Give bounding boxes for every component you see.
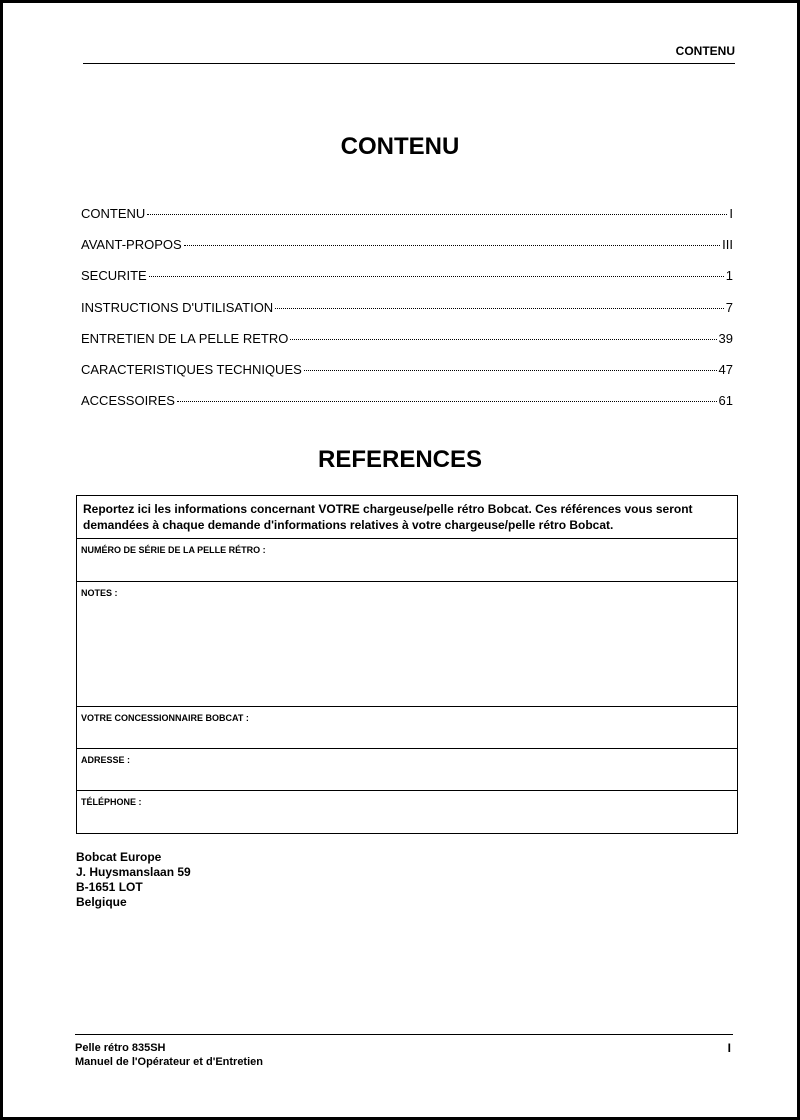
footer-line: Pelle rétro 835SH	[75, 1042, 166, 1054]
toc-dot-leader	[184, 245, 721, 246]
serial-number-label: NUMÉRO DE SÉRIE DE LA PELLE RÉTRO :	[81, 545, 266, 555]
footer-rule	[75, 1034, 733, 1035]
toc-dot-leader	[147, 214, 727, 215]
phone-field[interactable]	[77, 791, 737, 833]
toc-entry[interactable]	[81, 206, 733, 237]
serial-number-field[interactable]	[77, 539, 737, 582]
toc-dot-leader	[177, 401, 717, 402]
toc-entry-page: 61	[718, 393, 733, 409]
references-title: REFERENCES	[317, 446, 483, 473]
toc-entry-label: SECURITE	[81, 268, 147, 284]
footer-line: Manuel de l'Opérateur et d'Entretien	[75, 1056, 263, 1068]
toc-entry-label: CONTENU	[81, 206, 146, 221]
header-rule	[83, 63, 735, 64]
toc-entry-label: CARACTERISTIQUES TECHNIQUES	[81, 361, 302, 377]
toc-entry-label: ENTRETIEN DE LA PELLE RETRO	[81, 330, 289, 346]
references-form	[76, 495, 738, 834]
footer-manual-title	[75, 1041, 263, 1069]
toc-entry-label: INSTRUCTIONS D'UTILISATION	[81, 299, 274, 315]
notes-label: NOTES :	[81, 588, 118, 598]
references-intro: Reportez ici les informations concernant VOTRE chargeuse/pelle rétro Bobcat. Ces références vous seront demandées à chaque demande d'informations relatives à votre chargeuse/pelle rétro Bobcat.	[77, 496, 737, 539]
toc-dot-leader	[149, 276, 724, 277]
dealer-label: VOTRE CONCESSIONNAIRE BOBCAT :	[81, 713, 249, 723]
address-field[interactable]	[77, 749, 737, 791]
phone-label: TÉLÉPHONE :	[81, 797, 142, 807]
address-label: ADRESSE :	[81, 755, 131, 765]
address-line: B-1651 LOT	[76, 880, 143, 894]
running-header: CONTENU	[675, 44, 735, 58]
toc-entry-page: III	[722, 237, 733, 253]
address-line: Bobcat Europe	[76, 850, 162, 864]
company-address	[76, 850, 191, 910]
toc-entry-page: 7	[725, 299, 733, 315]
table-of-contents	[81, 206, 733, 424]
toc-entry-label: AVANT-PROPOS	[81, 237, 182, 253]
toc-entry-page: 1	[725, 268, 733, 284]
toc-entry[interactable]	[81, 331, 733, 362]
toc-entry-page: 39	[718, 330, 733, 346]
toc-dot-leader	[290, 339, 716, 340]
toc-entry[interactable]	[81, 237, 733, 268]
notes-field[interactable]	[77, 582, 737, 707]
toc-entry[interactable]	[81, 362, 733, 393]
address-line: J. Huysmanslaan 59	[76, 865, 191, 879]
dealer-field[interactable]	[77, 707, 737, 749]
toc-dot-leader	[304, 370, 717, 371]
page-title: CONTENU	[340, 133, 460, 160]
toc-entry[interactable]	[81, 393, 733, 424]
toc-entry[interactable]	[81, 268, 733, 299]
address-line: Belgique	[76, 895, 127, 909]
toc-entry-page: I	[729, 206, 733, 221]
toc-entry-page: 47	[718, 361, 733, 377]
toc-dot-leader	[275, 308, 724, 309]
toc-entry[interactable]	[81, 300, 733, 331]
toc-entry-label: ACCESSOIRES	[81, 393, 175, 409]
footer-page-number: I	[727, 1041, 731, 1055]
